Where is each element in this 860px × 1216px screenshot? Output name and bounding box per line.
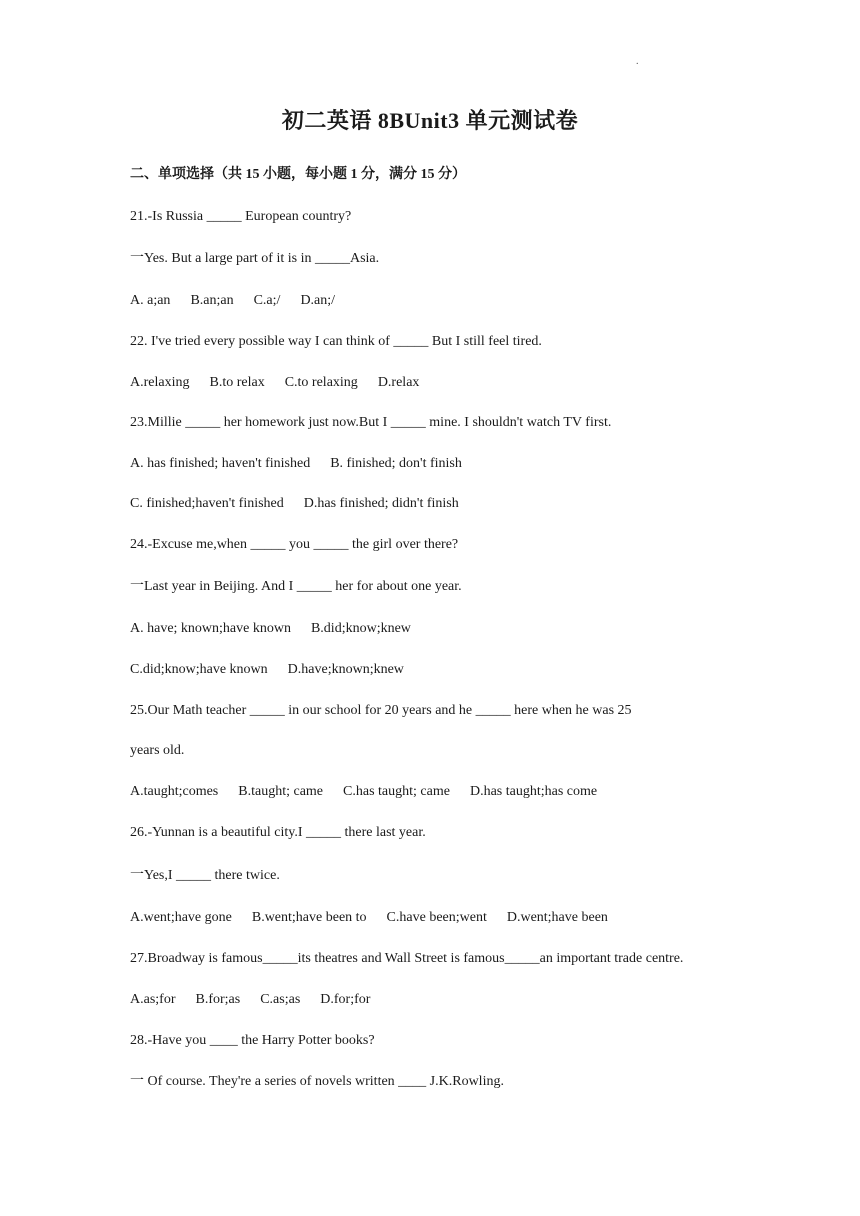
header-dot: . [636, 56, 639, 67]
option-a: A.as;for [130, 992, 176, 1007]
option-c: C.a;/ [253, 293, 281, 308]
options-26 [130, 908, 608, 928]
options-25 [130, 782, 597, 802]
question-28: 28.-Have you ____ the Harry Potter books? [130, 1033, 375, 1048]
option-c: C.have been;went [386, 910, 487, 925]
option-d: D.have;known;knew [287, 662, 404, 677]
answer-24: 一Last year in Beijing. And I _____ her for about one year. [130, 579, 462, 594]
question-27: 27.Broadway is famous_____its theatres and Wall Street is famous_____an important trade centre. [130, 951, 684, 966]
question-23: 23.Millie _____ her homework just now.But I _____ mine. I shouldn't watch TV first. [130, 415, 612, 430]
options-24-ab [130, 619, 411, 639]
option-c: C.did;know;have known [130, 662, 268, 677]
question-21: 21.-Is Russia _____ European country? [130, 209, 352, 224]
option-b: B. finished; don't finish [330, 456, 462, 471]
option-b: B.to relax [209, 375, 265, 390]
option-a: A.relaxing [130, 375, 190, 390]
option-b: B.for;as [195, 992, 241, 1007]
option-d: D.an;/ [300, 293, 336, 308]
options-22 [130, 373, 419, 393]
answer-26: 一Yes,I _____ there twice. [130, 868, 280, 883]
page-title: 初二英语 8BUnit3 单元测试卷 [281, 108, 579, 133]
option-b: B.an;an [190, 293, 234, 308]
question-26: 26.-Yunnan is a beautiful city.I _____ there last year. [130, 825, 426, 840]
option-c: C.as;as [260, 992, 301, 1007]
option-d: D.for;for [320, 992, 371, 1007]
options-23-cd [130, 494, 459, 514]
question-24: 24.-Excuse me,when _____ you _____ the girl over there? [130, 537, 459, 552]
option-a: A. a;an [130, 293, 171, 308]
section-heading: 二、单项选择（共 15 小题，每小题 1 分，满分 15 分） [130, 167, 466, 182]
answer-21: 一Yes. But a large part of it is in _____Asia. [130, 251, 380, 266]
question-25: 25.Our Math teacher _____ in our school for 20 years and he _____ here when he was 25 [130, 703, 632, 718]
option-b: B.went;have been to [251, 910, 367, 925]
question-25-cont: years old. [130, 743, 185, 758]
option-c: C. finished;haven't finished [130, 496, 284, 511]
option-d: D.went;have been [506, 910, 608, 925]
option-a: A.taught;comes [130, 784, 219, 799]
option-a: A. has finished; haven't finished [130, 456, 311, 471]
options-21 [130, 291, 335, 311]
option-d: D.relax [377, 375, 420, 390]
option-c: C.to relaxing [284, 375, 358, 390]
option-b: B.did;know;knew [310, 621, 411, 636]
options-27 [130, 990, 370, 1010]
option-a: A.went;have gone [130, 910, 232, 925]
option-d: D.has taught;has come [469, 784, 598, 799]
option-a: A. have; known;have known [130, 621, 291, 636]
option-b: B.taught; came [238, 784, 324, 799]
option-c: C.has taught; came [343, 784, 450, 799]
question-22: 22. I've tried every possible way I can think of _____ But I still feel tired. [130, 334, 542, 349]
options-24-cd [130, 660, 404, 680]
options-23-ab [130, 454, 462, 474]
option-d: D.has finished; didn't finish [303, 496, 459, 511]
answer-28: 一 Of course. They're a series of novels written ____ J.K.Rowling. [130, 1074, 504, 1089]
